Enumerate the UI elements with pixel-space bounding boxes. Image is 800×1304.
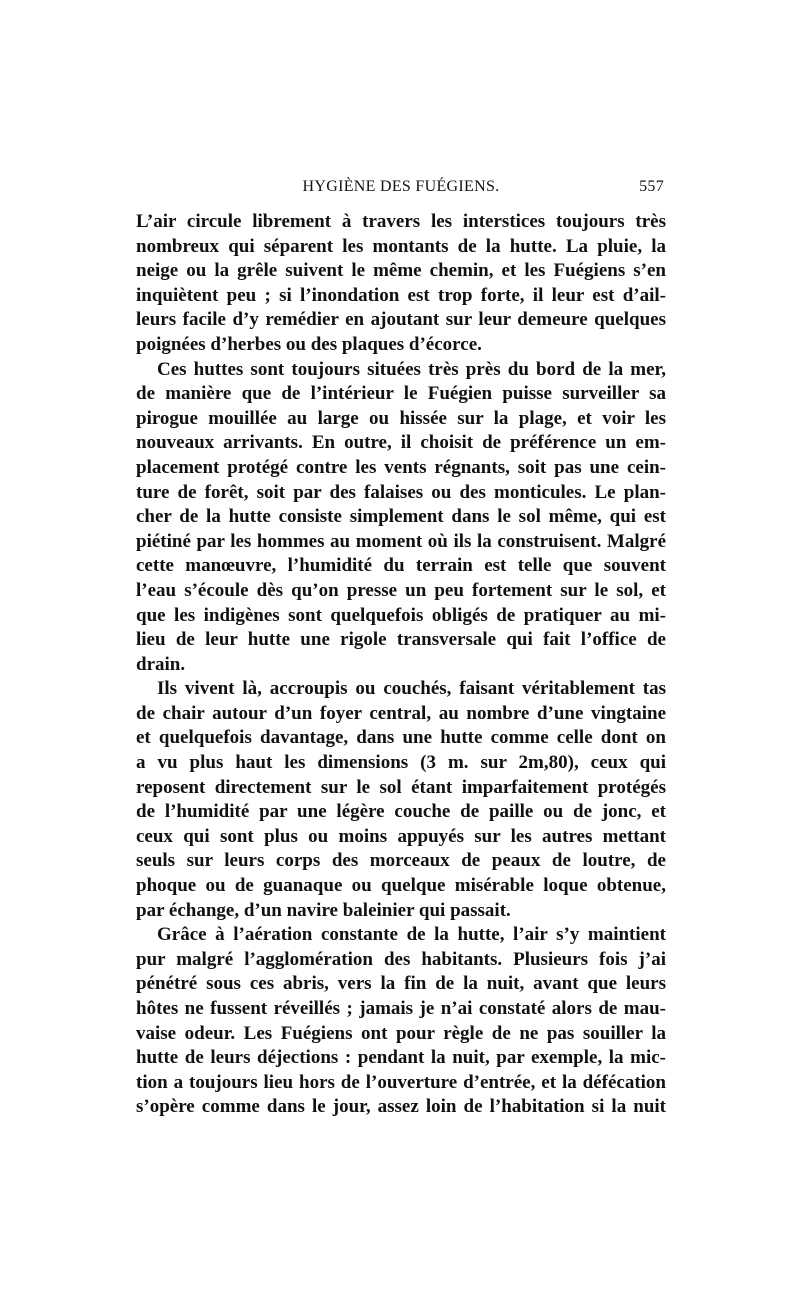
paragraph-3 bbox=[136, 677, 666, 923]
text-line: L’air circule librement à travers les interstices toujours très bbox=[136, 211, 666, 232]
text-line: hôtes ne fussent réveillés ; jamais je n’ai constaté alors de mau- bbox=[136, 998, 666, 1019]
text-line: inquiètent peu ; si l’inondation est trop forte, il leur est d’ail- bbox=[136, 284, 666, 306]
text-line: pénétré sous ces abris, vers la fin de la nuit, avant que leurs bbox=[136, 973, 666, 995]
text-line: poignées d’herbes ou des plaques d’écorce. bbox=[136, 333, 482, 355]
text-line: hutte de leurs déjections : pendant la nuit, par exemple, la mic- bbox=[136, 1047, 666, 1069]
text-line: et quelquefois davantage, dans une hutte comme celle dont on bbox=[136, 727, 666, 749]
text-line: de l’humidité par une légère couche de paille ou de jonc, et bbox=[136, 801, 666, 823]
paragraph-1 bbox=[136, 210, 666, 358]
page-number: 557 bbox=[639, 178, 664, 195]
running-head bbox=[136, 176, 666, 202]
text-line: cher de la hutte consiste simplement dans le sol même, qui est bbox=[136, 506, 666, 528]
text-line: piétiné par les hommes au moment où ils la construisent. Malgré bbox=[136, 530, 666, 552]
text-line: cette manœuvre, l’humidité du terrain est telle que souvent bbox=[136, 555, 666, 577]
text-line: Ces huttes sont toujours situées très près du bord de la mer, bbox=[157, 358, 666, 380]
text-line: placement protégé contre les vents régnants, soit pas une cein- bbox=[136, 456, 666, 478]
text-line: drain. bbox=[136, 653, 186, 675]
text-line: ture de forêt, soit par des falaises ou des monticules. Le plan- bbox=[136, 481, 666, 503]
text-line: neige ou la grêle suivent le même chemin, et les Fuégiens s’en bbox=[136, 260, 666, 282]
text-line: tion a toujours lieu hors de l’ouverture d’entrée, et la défécation bbox=[136, 1071, 666, 1093]
text-line: pur malgré l’agglomération des habitants. Plusieurs fois j’ai bbox=[136, 948, 666, 970]
text-line: s’opère comme dans le jour, assez loin de l’habitation si la nuit bbox=[136, 1096, 666, 1118]
text-line: de manière que de l’intérieur le Fuégien puisse surveiller sa bbox=[136, 383, 666, 405]
text-line: reposent directement sur le sol étant imparfaitement protégés bbox=[136, 776, 666, 798]
text-line: pirogue mouillée au large ou hissée sur la plage, et voir les bbox=[136, 407, 666, 429]
text-line: lieu de leur hutte une rigole transversale qui fait l’office de bbox=[136, 629, 666, 651]
text-line: nouveaux arrivants. En outre, il choisit de préférence un em- bbox=[136, 432, 666, 454]
running-head-title: HYGIÈNE DES FUÉGIENS. bbox=[302, 178, 500, 195]
text-line: ceux qui sont plus ou moins appuyés sur les autres mettant bbox=[136, 825, 666, 847]
body-text bbox=[136, 210, 666, 1120]
text-line: a vu plus haut les dimensions (3 m. sur 2m,80), ceux qui bbox=[136, 752, 666, 774]
text-line: seuls sur leurs corps des morceaux de peaux de loutre, de bbox=[136, 850, 666, 872]
text-line: par échange, d’un navire baleinier qui passait. bbox=[136, 899, 511, 921]
text-line: leurs facile d’y remédier en ajoutant sur leur demeure quelques bbox=[136, 309, 666, 331]
text-line: Grâce à l’aération constante de la hutte, l’air s’y maintient bbox=[157, 924, 666, 946]
text-line: phoque ou de guanaque ou quelque misérable loque obtenue, bbox=[136, 875, 666, 897]
text-line: Ils vivent là, accroupis ou couchés, faisant véritablement tas bbox=[157, 678, 666, 700]
text-line: nombreux qui séparent les montants de la hutte. La pluie, la bbox=[136, 235, 666, 257]
text-line: l’eau s’écoule dès qu’on presse un peu fortement sur le sol, et bbox=[136, 579, 666, 601]
text-line: que les indigènes sont quelquefois obligés de pratiquer au mi- bbox=[136, 604, 666, 626]
paragraph-4 bbox=[136, 923, 666, 1120]
text-line: de chair autour d’un foyer central, au nombre d’une vingtaine bbox=[136, 702, 666, 724]
text-line: vaise odeur. Les Fuégiens ont pour règle de ne pas souiller la bbox=[136, 1022, 666, 1044]
paragraph-2 bbox=[136, 358, 666, 678]
